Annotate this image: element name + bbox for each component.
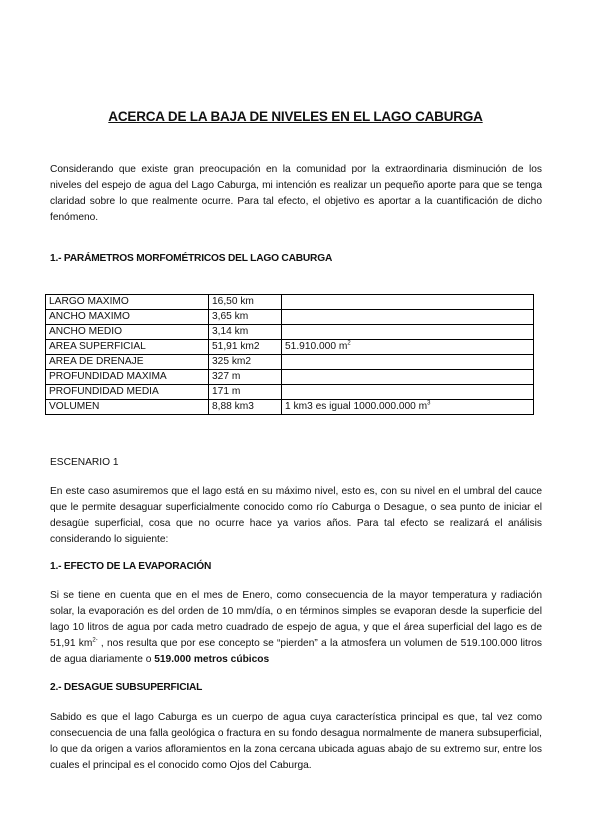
evaporation-text-2: , nos resulta que por ese concepto se “pierden” a la atmosfera un volumen de 519.100.000 litros de agua diariamente o xyxy=(50,638,542,665)
desague-paragraph: Sabido es que el lago Caburga es un cuerpo de agua cuya característica principal es que, tal vez como consecuencia de una falla geológica o fractura en su fondo desagua normalmente de manera subsuperficial, lo que da origen a varios afloramientos en la zona cercana ubicada aguas abajo de su extremo sur, entre los cuales el principal es el conocido como Ojos del Caburga. xyxy=(50,712,542,771)
scenario-paragraph: En este caso asumiremos que el lago está en su máximo nivel, esto es, con su nivel en el umbral del cauce que le permite desaguar superficialmente conocido como río Caburga o Desague, o sea punto de iniciar el desagüe superficial, cosa que no ocurre hace ya varios años. Para tal efecto se realizará el análisis considerando lo siguiente: xyxy=(50,486,542,545)
param-value-cell: 3,14 km xyxy=(209,325,282,340)
table-row xyxy=(46,295,534,310)
param-name-cell: PROFUNDIDAD MAXIMA xyxy=(46,370,209,385)
param-note-cell xyxy=(282,370,534,385)
section1-heading: 1.- PARÁMETROS MORFOMÉTRICOS DEL LAGO CABURGA xyxy=(50,253,333,264)
morphometric-table xyxy=(45,294,534,415)
param-note-cell xyxy=(282,385,534,400)
table-row xyxy=(46,325,534,340)
param-value-cell: 3,65 km xyxy=(209,310,282,325)
param-note-cell xyxy=(282,325,534,340)
evaporation-bold-volume: 519.000 metros cúbicos xyxy=(154,654,270,665)
desague-heading: 2.- DESAGUE SUBSUPERFICIAL xyxy=(50,682,203,693)
param-name-cell: LARGO MAXIMO xyxy=(46,295,209,310)
param-name-cell: ANCHO MEDIO xyxy=(46,325,209,340)
intro-paragraph: Considerando que existe gran preocupación en la comunidad por la extraordinaria disminución de los niveles del espejo de agua del Lago Caburga, mi intención es realizar un pequeño aporte para que se tenga claridad sobre lo que realmente ocurre. Para tal efecto, el objetivo es aportar a la cuantificación de dicho fenómeno. xyxy=(50,164,542,223)
evaporation-text-1: Si se tiene en cuenta que en el mes de Enero, como consecuencia de la mayor temperatura y radiación solar, la evaporación es del orden de 10 mm/día, o en términos simples se evaporan desde la superficie del lago 10 litros de agua por cada metro cuadrado de espejo de agua, y que el área superficial del lago es de 51,91 km xyxy=(50,590,542,649)
evaporation-paragraph xyxy=(50,588,542,668)
scenario-label: ESCENARIO 1 xyxy=(50,457,119,468)
document-title: ACERCA DE LA BAJA DE NIVELES EN EL LAGO CABURGA xyxy=(108,109,483,124)
param-name-cell: PROFUNDIDAD MEDIA xyxy=(46,385,209,400)
table-row xyxy=(46,385,534,400)
param-note-cell xyxy=(282,355,534,370)
param-value-cell: 327 m xyxy=(209,370,282,385)
param-value-cell: 8,88 km3 xyxy=(209,400,282,415)
param-value-cell: 51,91 km2 xyxy=(209,340,282,355)
param-name-cell: AREA DE DRENAJE xyxy=(46,355,209,370)
param-name-cell: VOLUMEN xyxy=(46,400,209,415)
evaporation-superscript: 2- xyxy=(92,637,98,644)
param-note-text: 1 km3 es igual 1000.000.000 m xyxy=(285,401,428,412)
param-note-cell xyxy=(282,310,534,325)
table-row xyxy=(46,370,534,385)
param-value-cell: 171 m xyxy=(209,385,282,400)
table-row xyxy=(46,400,534,415)
param-note-superscript: 3 xyxy=(427,400,431,407)
param-note-superscript: 2 xyxy=(347,340,351,347)
param-name-cell: ANCHO MAXIMO xyxy=(46,310,209,325)
param-note-cell xyxy=(282,295,534,310)
param-value-cell: 325 km2 xyxy=(209,355,282,370)
param-note-text: 51.910.000 m xyxy=(285,341,348,352)
table-row xyxy=(46,340,534,355)
table-row xyxy=(46,355,534,370)
evaporation-heading: 1.- EFECTO DE LA EVAPORACIÓN xyxy=(50,561,212,572)
param-note-cell xyxy=(282,400,534,415)
param-name-cell: AREA SUPERFICIAL xyxy=(46,340,209,355)
param-note-cell xyxy=(282,340,534,355)
table-row xyxy=(46,310,534,325)
param-value-cell: 16,50 km xyxy=(209,295,282,310)
